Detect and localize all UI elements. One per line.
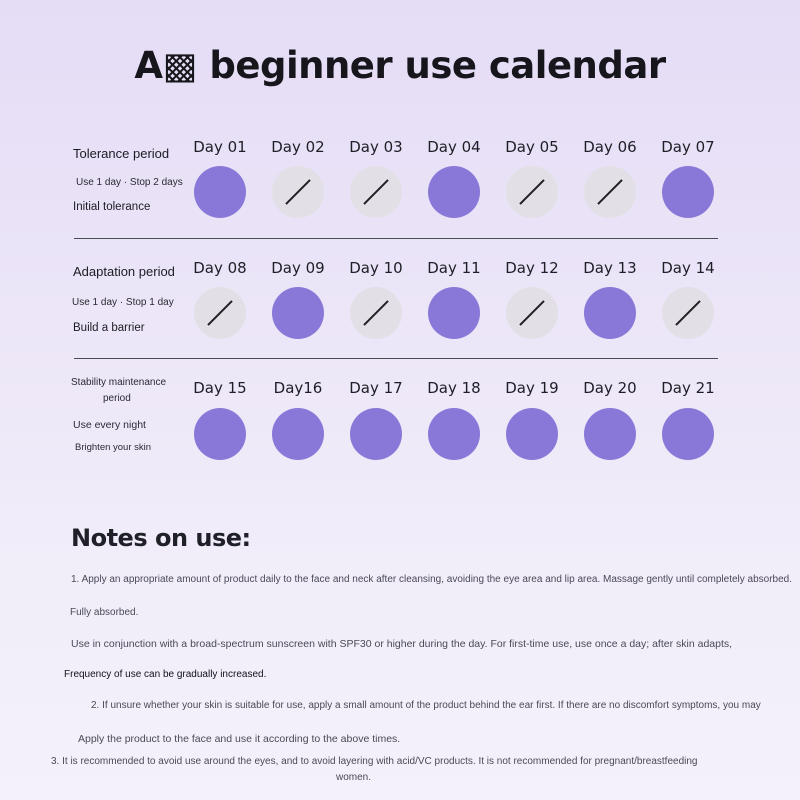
day-label: Day 07 [661,138,715,156]
use-day-dot [584,287,636,339]
period-schedule: Use 1 day · Stop 1 day [72,297,174,308]
period-name-cont: period [103,393,131,404]
note-line: 2. If unsure whether your skin is suitable for use, apply a small amount of the product behind the ear first. If there are no discomfort symptoms, you may [91,700,761,711]
day-label: Day 02 [271,138,325,156]
use-day-dot [272,408,324,460]
use-day-dot [584,408,636,460]
use-day-dot [428,408,480,460]
page-title: A▩ beginner use calendar [134,44,666,87]
use-day-dot [350,408,402,460]
period-goal: Brighten your skin [75,442,152,453]
day-label: Day 09 [271,259,325,277]
note-line: women. [336,772,372,783]
day-label: Day 21 [661,379,715,397]
rest-day-dot [194,287,246,339]
note-line: 3. It is recommended to avoid use around the eyes, and to avoid layering with acid/VC products. It is not recommended for pregnant/breastfeeding [51,756,698,767]
use-day-dot [662,408,714,460]
note-line: Frequency of use can be gradually increased. [64,669,267,680]
day-label: Day 17 [349,379,403,397]
rest-day-dot [662,287,714,339]
day-label: Day 14 [661,259,715,277]
rest-day-dot [272,166,324,218]
period-name: Adaptation period [73,264,175,279]
period-name: Tolerance period [73,146,170,161]
rest-day-dot [506,287,558,339]
period-goal: Build a barrier [73,322,145,334]
period-schedule: Use 1 day · Stop 2 days [76,177,183,188]
note-line: Fully absorbed. [70,607,139,618]
day-label: Day 15 [193,379,247,397]
day-label: Day 01 [193,138,247,156]
rest-day-dot [506,166,558,218]
use-day-dot [428,166,480,218]
section-divider [74,358,718,359]
note-line: Apply the product to the face and use it according to the above times. [78,733,401,745]
use-day-dot [506,408,558,460]
day-label: Day16 [273,379,323,397]
day-label: Day 12 [505,259,559,277]
day-label: Day 20 [583,379,637,397]
period-schedule: Use every night [73,419,146,431]
day-label: Day 19 [505,379,559,397]
rest-day-dot [584,166,636,218]
use-day-dot [194,166,246,218]
use-day-dot [272,287,324,339]
day-label: Day 11 [427,259,481,277]
period-name: Stability maintenance [71,377,167,388]
rest-day-dot [350,166,402,218]
day-label: Day 04 [427,138,481,156]
section-divider [74,238,718,239]
day-label: Day 18 [427,379,481,397]
day-label: Day 08 [193,259,247,277]
day-label: Day 13 [583,259,637,277]
note-line: Use in conjunction with a broad-spectrum sunscreen with SPF30 or higher during the day. For first-time use, use once a day; after skin adapts, [71,638,733,650]
day-label: Day 05 [505,138,559,156]
notes-title: Notes on use: [71,524,251,552]
day-label: Day 06 [583,138,637,156]
note-line: 1. Apply an appropriate amount of product daily to the face and neck after cleansing, avoiding the eye area and lip area. Massage gently until completely absorbed. [71,574,793,585]
rest-day-dot [350,287,402,339]
use-day-dot [428,287,480,339]
day-label: Day 10 [349,259,403,277]
use-day-dot [194,408,246,460]
day-label: Day 03 [349,138,403,156]
period-goal: Initial tolerance [73,201,151,213]
use-day-dot [662,166,714,218]
